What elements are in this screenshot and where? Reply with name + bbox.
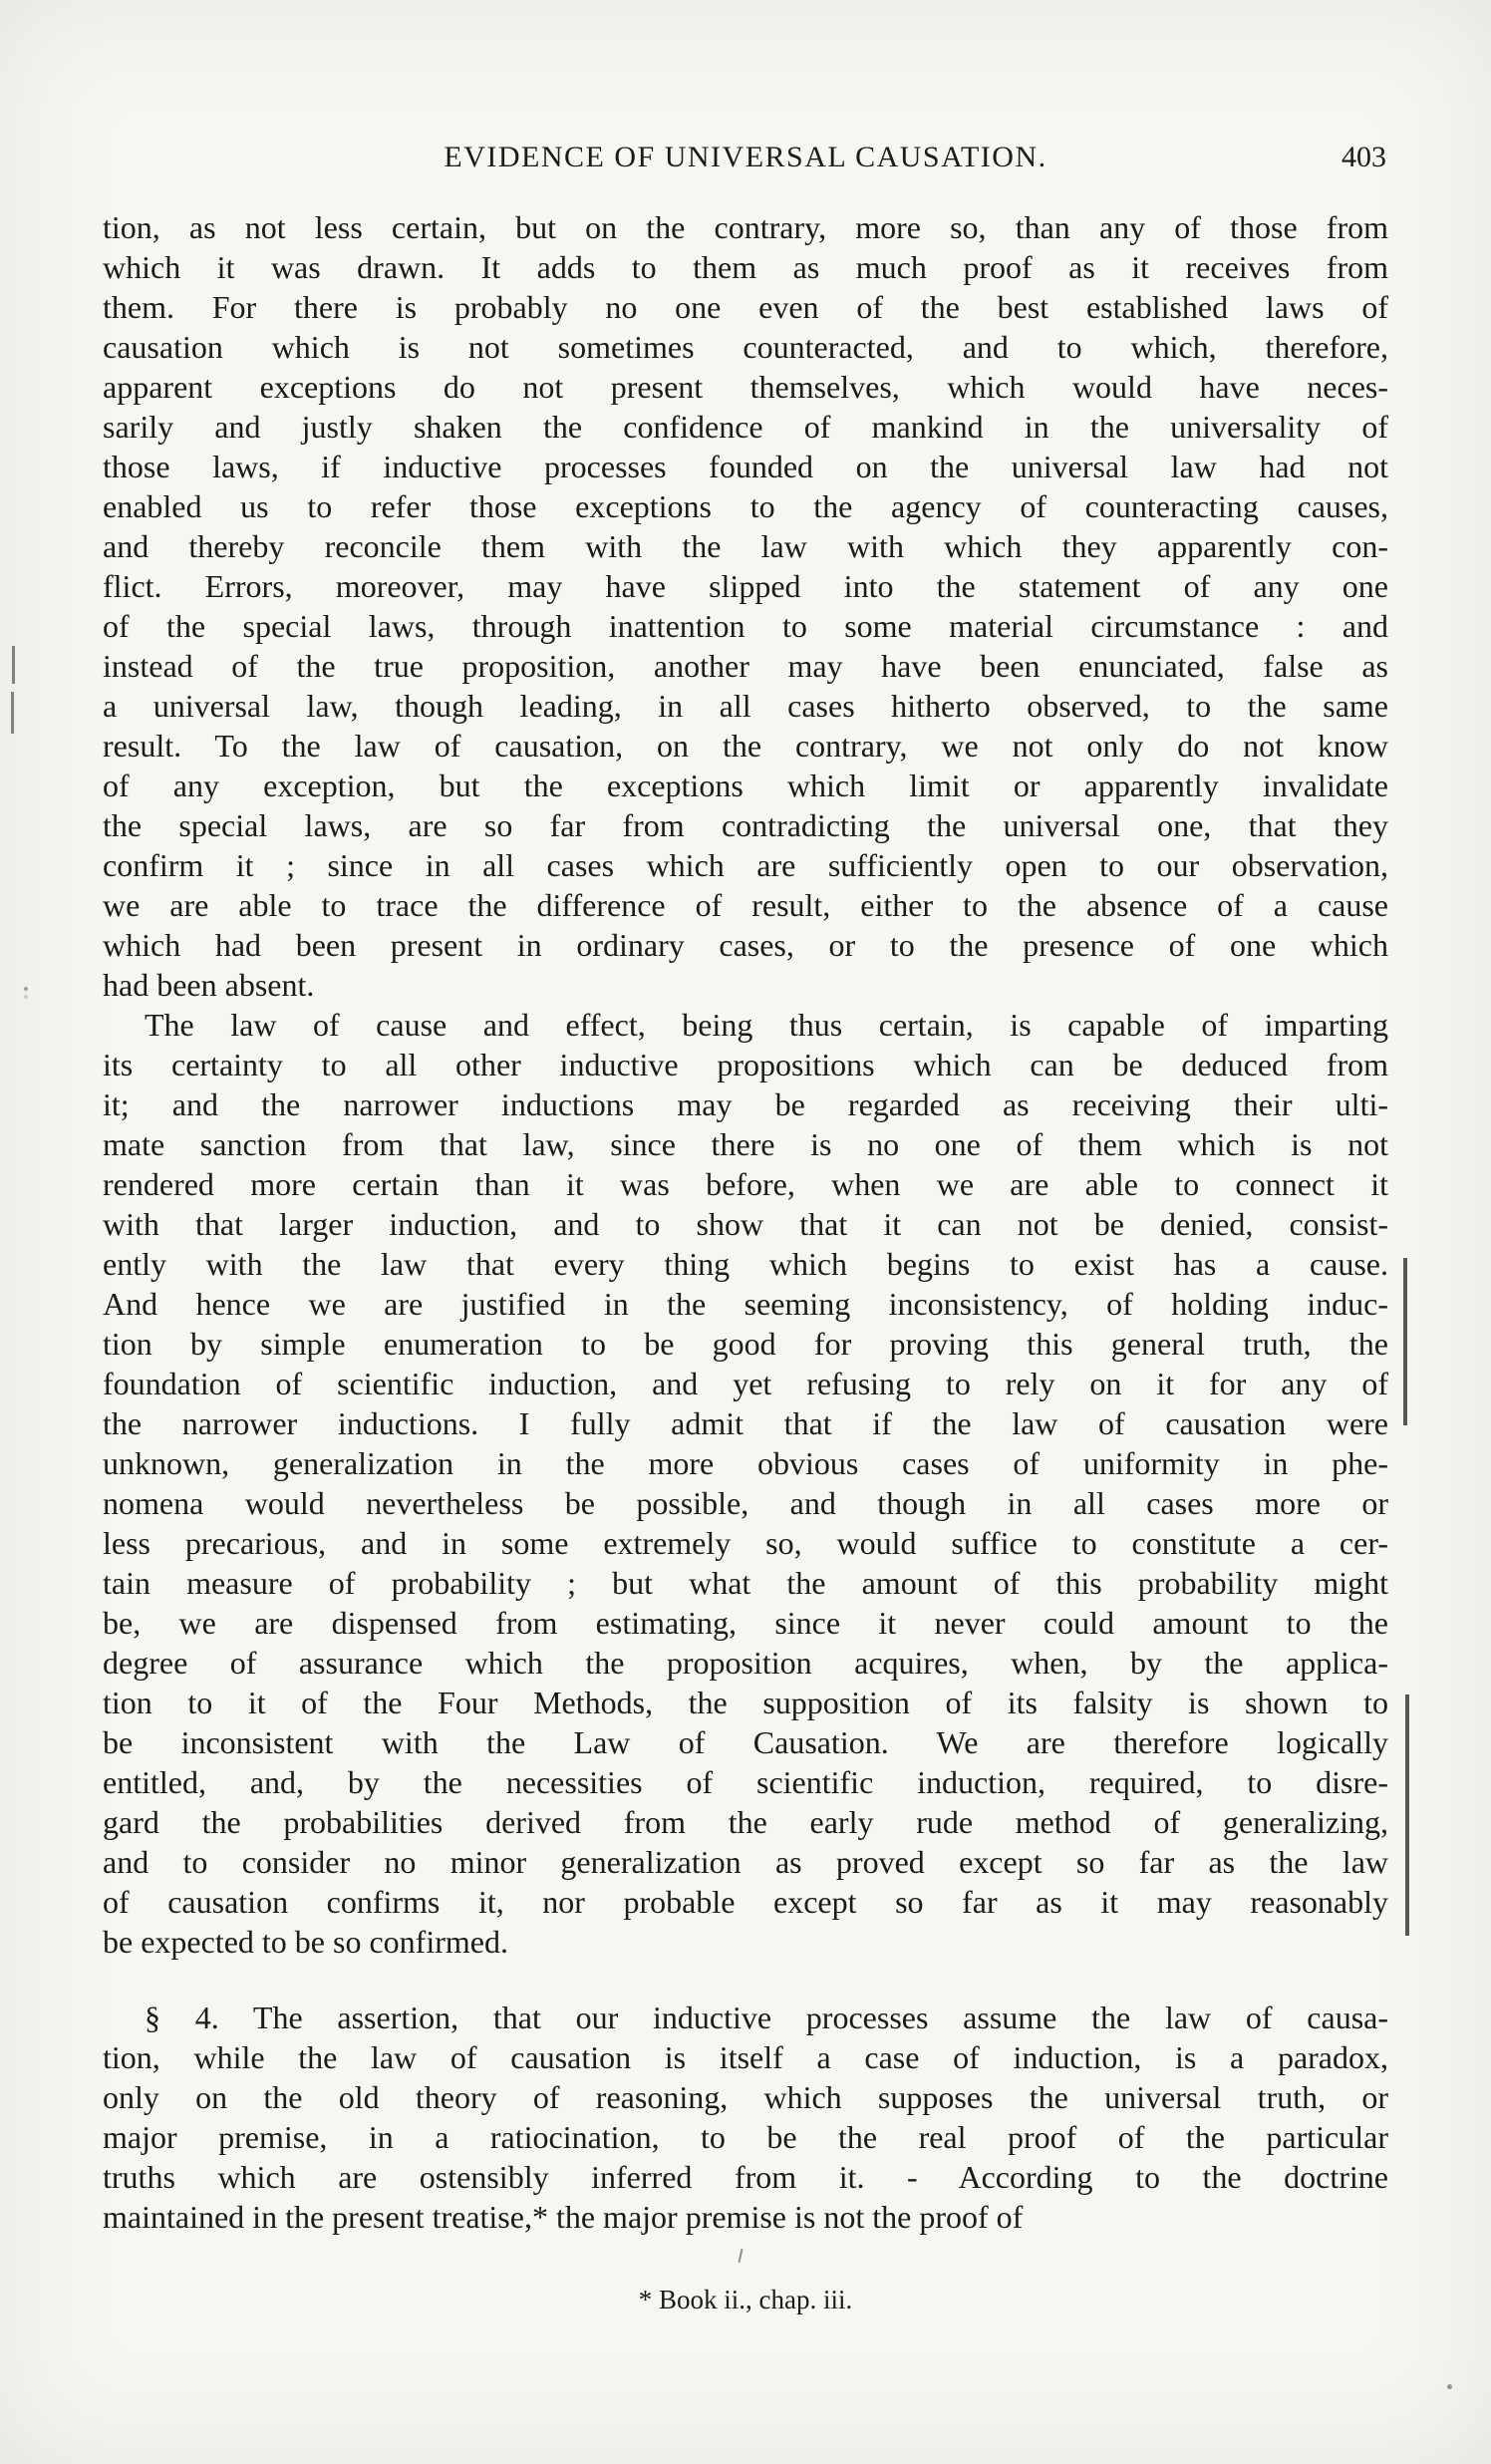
text-line: tion, while the law of causation is itself a case of induction, is a paradox, bbox=[103, 2039, 1388, 2075]
text-line: tion to it of the Four Methods, the supposition of its falsity is shown to bbox=[103, 1685, 1388, 1720]
text-line: those laws, if inductive processes founded on the universal law had not bbox=[103, 449, 1388, 484]
left-margin-dots bbox=[24, 987, 28, 991]
stray-mark bbox=[739, 2249, 744, 2263]
text-line: causation which is not sometimes counteracted, and to which, therefore, bbox=[103, 329, 1388, 365]
text-line: confirm it ; since in all cases which are sufficiently open to our observation, bbox=[103, 847, 1388, 883]
text-line: with that larger induction, and to show that it can not be denied, consist- bbox=[103, 1206, 1388, 1242]
text-block bbox=[103, 207, 1388, 2237]
text-line: be inconsistent with the Law of Causation. We are therefore logically bbox=[103, 1724, 1388, 1760]
text-line: result. To the law of causation, on the contrary, we not only do not know bbox=[103, 728, 1388, 764]
left-margin-mark bbox=[11, 692, 14, 734]
text-line: them. For there is probably no one even of the best established laws of bbox=[103, 289, 1388, 325]
left-margin-mark bbox=[12, 646, 15, 684]
footnote: * Book ii., chap. iii. bbox=[638, 2285, 853, 2314]
text-line: mate sanction from that law, since there is no one of them which is not bbox=[103, 1126, 1388, 1162]
text-line: The law of cause and effect, being thus certain, is capable of imparting bbox=[145, 1007, 1388, 1043]
text-line: And hence we are justified in the seeming inconsistency, of holding induc- bbox=[103, 1286, 1388, 1322]
text-line: § 4. The assertion, that our inductive processes assume the law of causa- bbox=[145, 2000, 1388, 2035]
text-line: enabled us to refer those exceptions to the agency of counteracting causes, bbox=[103, 488, 1388, 524]
text-line: only on the old theory of reasoning, which supposes the universal truth, or bbox=[103, 2079, 1388, 2115]
paragraph bbox=[103, 1005, 1388, 1962]
text-line: of causation confirms it, nor probable except so far as it may reasonably bbox=[103, 1884, 1388, 1920]
text-line: ently with the law that every thing which begins to exist has a cause. bbox=[103, 1246, 1388, 1282]
text-line: less precarious, and in some extremely so, would suffice to constitute a cer- bbox=[103, 1525, 1388, 1561]
text-line: gard the probabilities derived from the early rude method of generalizing, bbox=[103, 1804, 1388, 1840]
text-line: tion by simple enumeration to be good for proving this general truth, the bbox=[103, 1326, 1388, 1362]
text-line: sarily and justly shaken the confidence of mankind in the universality of bbox=[103, 409, 1388, 445]
text-line: its certainty to all other inductive propositions which can be deduced from bbox=[103, 1047, 1388, 1082]
page-number: 403 bbox=[1342, 141, 1386, 173]
paragraph bbox=[103, 1998, 1388, 2237]
text-line: the narrower inductions. I fully admit that if the law of causation were bbox=[103, 1405, 1388, 1441]
text-line: be, we are dispensed from estimating, since it never could amount to the bbox=[103, 1605, 1388, 1641]
text-line: unknown, generalization in the more obvious cases of uniformity in phe- bbox=[103, 1445, 1388, 1481]
text-line: apparent exceptions do not present themselves, which would have neces- bbox=[103, 369, 1388, 405]
stray-speck bbox=[1447, 2384, 1452, 2389]
text-line: the special laws, are so far from contradicting the universal one, that they bbox=[103, 807, 1388, 843]
text-line: and thereby reconcile them with the law with which they apparently con- bbox=[103, 528, 1388, 564]
text-line: rendered more certain than it was before, when we are able to connect it bbox=[103, 1166, 1388, 1202]
text-line: degree of assurance which the proposition acquires, when, by the applica- bbox=[103, 1645, 1388, 1681]
right-margin-line bbox=[1405, 1694, 1409, 1936]
text-line: flict. Errors, moreover, may have slipped into the statement of any one bbox=[103, 568, 1388, 604]
text-line: entitled, and, by the necessities of scientific induction, required, to disre- bbox=[103, 1764, 1388, 1800]
text-line: of the special laws, through inattention to some material circumstance : and bbox=[103, 608, 1388, 644]
text-line: and to consider no minor generalization as proved except so far as the law bbox=[103, 1844, 1388, 1880]
text-line: a universal law, though leading, in all cases hitherto observed, to the same bbox=[103, 688, 1388, 724]
text-line: had been absent. bbox=[103, 967, 315, 1003]
text-line: major premise, in a ratiocination, to be the real proof of the particular bbox=[103, 2119, 1388, 2155]
running-head-title: EVIDENCE OF UNIVERSAL CAUSATION. bbox=[444, 141, 1047, 173]
text-line: we are able to trace the difference of result, either to the absence of a cause bbox=[103, 887, 1388, 923]
text-line: be expected to be so confirmed. bbox=[103, 1924, 508, 1960]
text-line: which had been present in ordinary cases, or to the presence of one which bbox=[103, 927, 1388, 963]
text-line: truths which are ostensibly inferred from it. - According to the doctrine bbox=[103, 2159, 1388, 2195]
text-line: tion, as not less certain, but on the contrary, more so, than any of those from bbox=[103, 209, 1388, 245]
text-line: instead of the true proposition, another may have been enunciated, false as bbox=[103, 648, 1388, 684]
text-line: maintained in the present treatise,* the major premise is not the proof of bbox=[103, 2199, 1024, 2235]
text-line: of any exception, but the exceptions which limit or apparently invalidate bbox=[103, 768, 1388, 803]
text-line: tain measure of probability ; but what the amount of this probability might bbox=[103, 1565, 1388, 1601]
right-margin-line bbox=[1403, 1258, 1407, 1425]
text-line: it; and the narrower inductions may be regarded as receiving their ulti- bbox=[103, 1086, 1388, 1122]
text-line: nomena would nevertheless be possible, and though in all cases more or bbox=[103, 1485, 1388, 1521]
page-header bbox=[103, 138, 1388, 177]
text-line: foundation of scientific induction, and yet refusing to rely on it for any of bbox=[103, 1366, 1388, 1401]
paragraph bbox=[103, 207, 1388, 1005]
text-line: which it was drawn. It adds to them as much proof as it receives from bbox=[103, 249, 1388, 285]
